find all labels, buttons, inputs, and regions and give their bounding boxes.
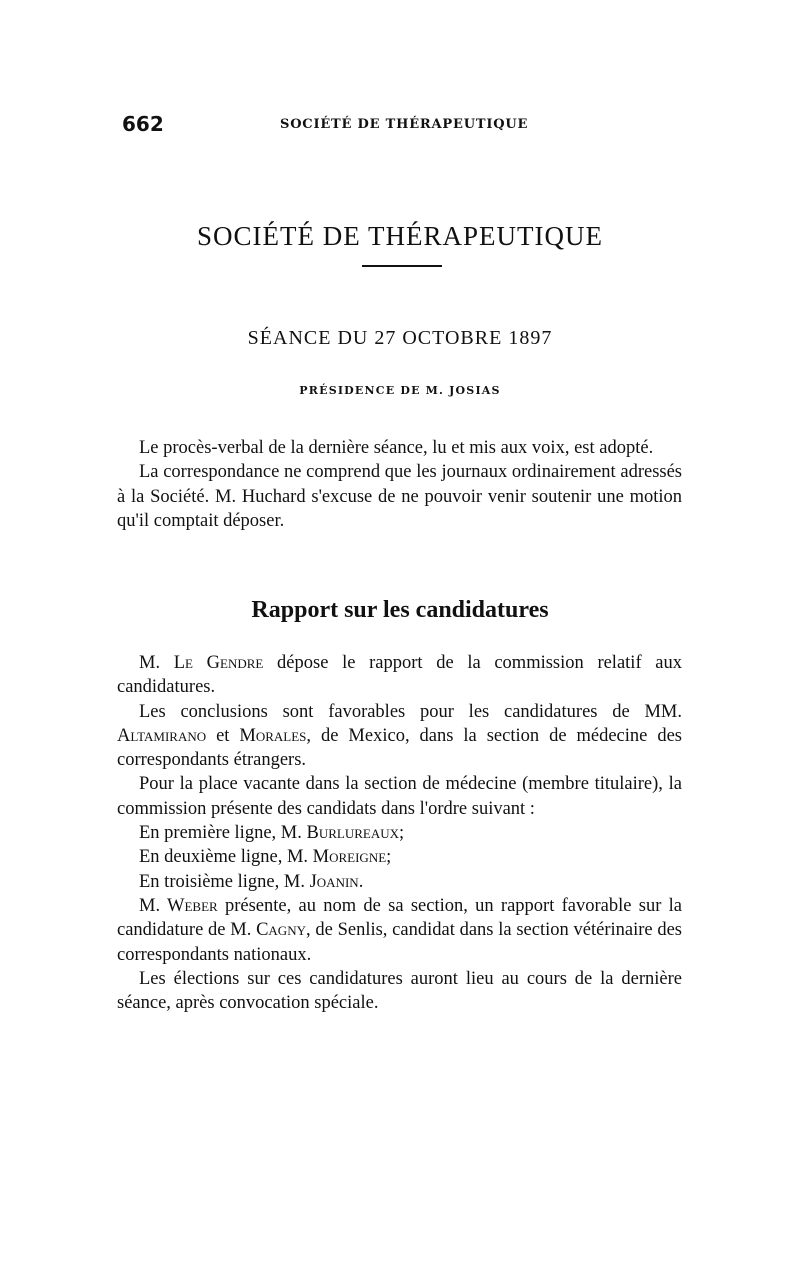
person-name: Joanin [309, 871, 359, 892]
text-run: . [358, 871, 364, 892]
paragraph-veterinary [117, 894, 682, 967]
title-rule [362, 265, 442, 267]
main-title: SOCIÉTÉ DE THÉRAPEUTIQUE [197, 221, 603, 252]
text-run: dépose le rapport de la commission relatif aux candidatures. [117, 653, 682, 698]
paragraph-elections: Les élections sur ces candidatures auront lieu au cours de la dernière séance, après convocation spéciale. [117, 968, 682, 1014]
paragraph-vacancy: Pour la place vacante dans la section de médecine (membre titulaire), la commission présente des candidats dans l'ordre suivant : [117, 774, 682, 819]
paragraph-conclusions [117, 700, 682, 773]
section-heading: Rapport sur les candidatures [251, 597, 549, 623]
report-text [117, 651, 682, 1015]
presidency: PRÉSIDENCE DE M. JOSIAS [299, 384, 501, 397]
text-run: , de Senlis, candidat dans la section vétérinaire des correspondants nationaux. [117, 920, 682, 965]
person-name: Cagny [256, 920, 306, 941]
candidate-line [117, 845, 682, 869]
candidate-line [117, 821, 682, 845]
person-name: Morales [239, 725, 307, 746]
paragraph-minutes: Le procès-verbal de la dernière séance, lu et mis aux voix, est adopté. [139, 438, 654, 458]
page-number: 662 [122, 112, 164, 136]
person-name: Burlureaux [306, 823, 399, 844]
person-name: M. Le Gendre [139, 653, 264, 673]
running-head: SOCIÉTÉ DE THÉRAPEUTIQUE [280, 117, 529, 132]
paragraph-report [117, 651, 682, 700]
text-run: En deuxième ligne, M. [139, 847, 313, 868]
paragraph-correspondence: La correspondance ne comprend que les journaux ordinairement adressés à la Société. M. Huchard s'excuse de ne pouvoir venir soutenir une motion qu'il comptait déposer. [117, 462, 682, 531]
text-run: ; [399, 823, 405, 844]
text-run: présente, au nom de sa section, un rapport favorable sur la candidature de M. [117, 895, 682, 941]
text-run: , de Mexico, dans la section de médecine des correspondants étrangers. [117, 725, 682, 771]
session-title: SÉANCE DU 27 OCTOBRE 1897 [247, 327, 553, 349]
person-name: Altamirano [117, 725, 207, 746]
text-run: En troisième ligne, M. [139, 871, 310, 892]
candidate-line [117, 870, 682, 894]
person-name: M. Weber [139, 895, 218, 916]
text-run: Les conclusions sont favorables pour les candidatures de MM. [139, 701, 682, 722]
text-run: et [206, 725, 240, 746]
person-name: Moreigne [312, 847, 387, 868]
opening-text [117, 436, 682, 533]
text-run: En première ligne, M. [139, 823, 307, 844]
text-run: ; [386, 847, 392, 868]
